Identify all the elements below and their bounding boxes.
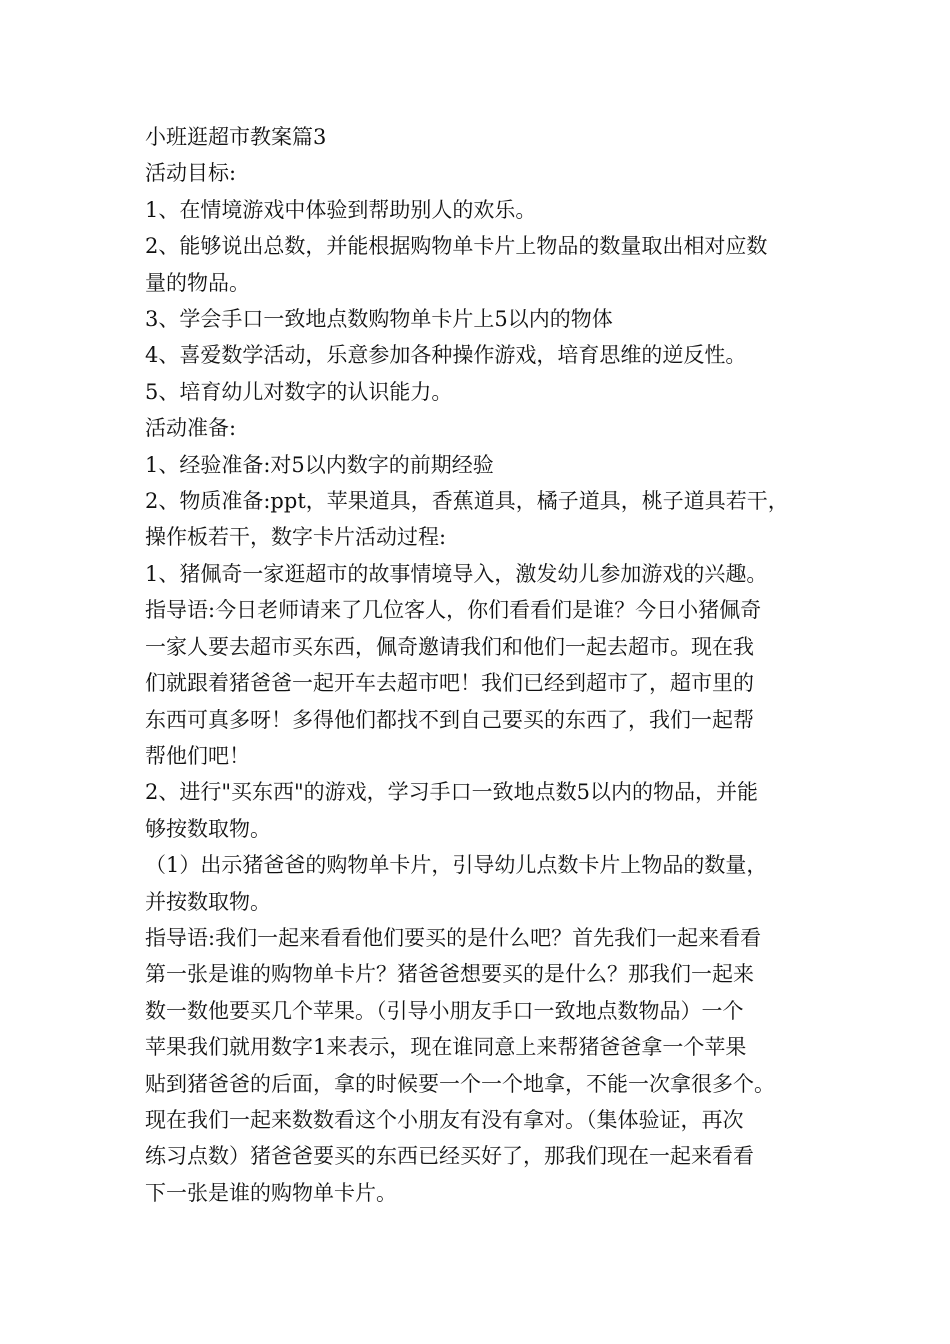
text-line: 2、物质准备:ppt，苹果道具，香蕉道具，橘子道具，桃子道具若干， xyxy=(145,489,789,514)
text-line: 东西可真多呀！多得他们都找不到自己要买的东西了，我们一起帮 xyxy=(145,707,754,732)
text-line: 2、能够说出总数，并能根据购物单卡片上物品的数量取出相对应数 xyxy=(145,234,768,259)
text-line: 一家人要去超市买东西，佩奇邀请我们和他们一起去超市。现在我 xyxy=(145,634,754,659)
section-heading: 活动目标: xyxy=(145,161,237,186)
text-line: 数一数他要买几个苹果。（引导小朋友手口一致地点数物品）一个 xyxy=(145,998,744,1023)
text-line: 2、进行"买东西"的游戏，学习手口一致地点数5以内的物品，并能 xyxy=(145,780,759,805)
text-line: 现在我们一起来数数看这个小朋友有没有拿对。（集体验证，再次 xyxy=(145,1107,744,1132)
text-line: 操作板若干，数字卡片活动过程: xyxy=(145,525,447,550)
text-line: 5、培育幼儿对数字的认识能力。 xyxy=(145,379,453,404)
text-line: 够按数取物。 xyxy=(145,816,271,841)
text-line: 们就跟着猪爸爸一起开车去超市吧！我们已经到超市了，超市里的 xyxy=(145,671,754,696)
section-heading: 活动准备: xyxy=(145,416,237,441)
text-line: 帮他们吧！ xyxy=(145,743,250,768)
text-line: 下一张是谁的购物单卡片。 xyxy=(145,1180,397,1205)
text-line: （1）出示猪爸爸的购物单卡片，引导幼儿点数卡片上物品的数量， xyxy=(145,853,768,878)
document-body xyxy=(145,119,815,1211)
text-line: 1、在情境游戏中体验到帮助别人的欢乐。 xyxy=(145,197,537,222)
document-title: 小班逛超市教案篇3 xyxy=(145,125,327,149)
text-line: 3、学会手口一致地点数购物单卡片上5以内的物体 xyxy=(145,307,613,332)
text-line: 第一张是谁的购物单卡片？猪爸爸想要买的是什么？那我们一起来 xyxy=(145,962,754,987)
text-line: 量的物品。 xyxy=(145,270,250,295)
text-line: 苹果我们就用数字1来表示，现在谁同意上来帮猪爸爸拿一个苹果 xyxy=(145,1035,747,1060)
text-line: 指导语:今日老师请来了几位客人，你们看看们是谁？今日小猪佩奇 xyxy=(145,598,762,623)
text-line: 指导语:我们一起来看看他们要买的是什么吧？首先我们一起来看看 xyxy=(145,925,762,950)
text-line: 贴到猪爸爸的后面，拿的时候要一个一个地拿，不能一次拿很多个。 xyxy=(145,1071,775,1096)
text-line: 1、经验准备:对5以内数字的前期经验 xyxy=(145,452,494,477)
text-line: 并按数取物。 xyxy=(145,889,271,914)
text-line: 1、猪佩奇一家逛超市的故事情境导入，激发幼儿参加游戏的兴趣。 xyxy=(145,561,768,586)
text-line: 练习点数）猪爸爸要买的东西已经买好了，那我们现在一起来看看 xyxy=(145,1144,754,1169)
text-line: 4、喜爱数学活动，乐意参加各种操作游戏，培育思维的逆反性。 xyxy=(145,343,747,368)
